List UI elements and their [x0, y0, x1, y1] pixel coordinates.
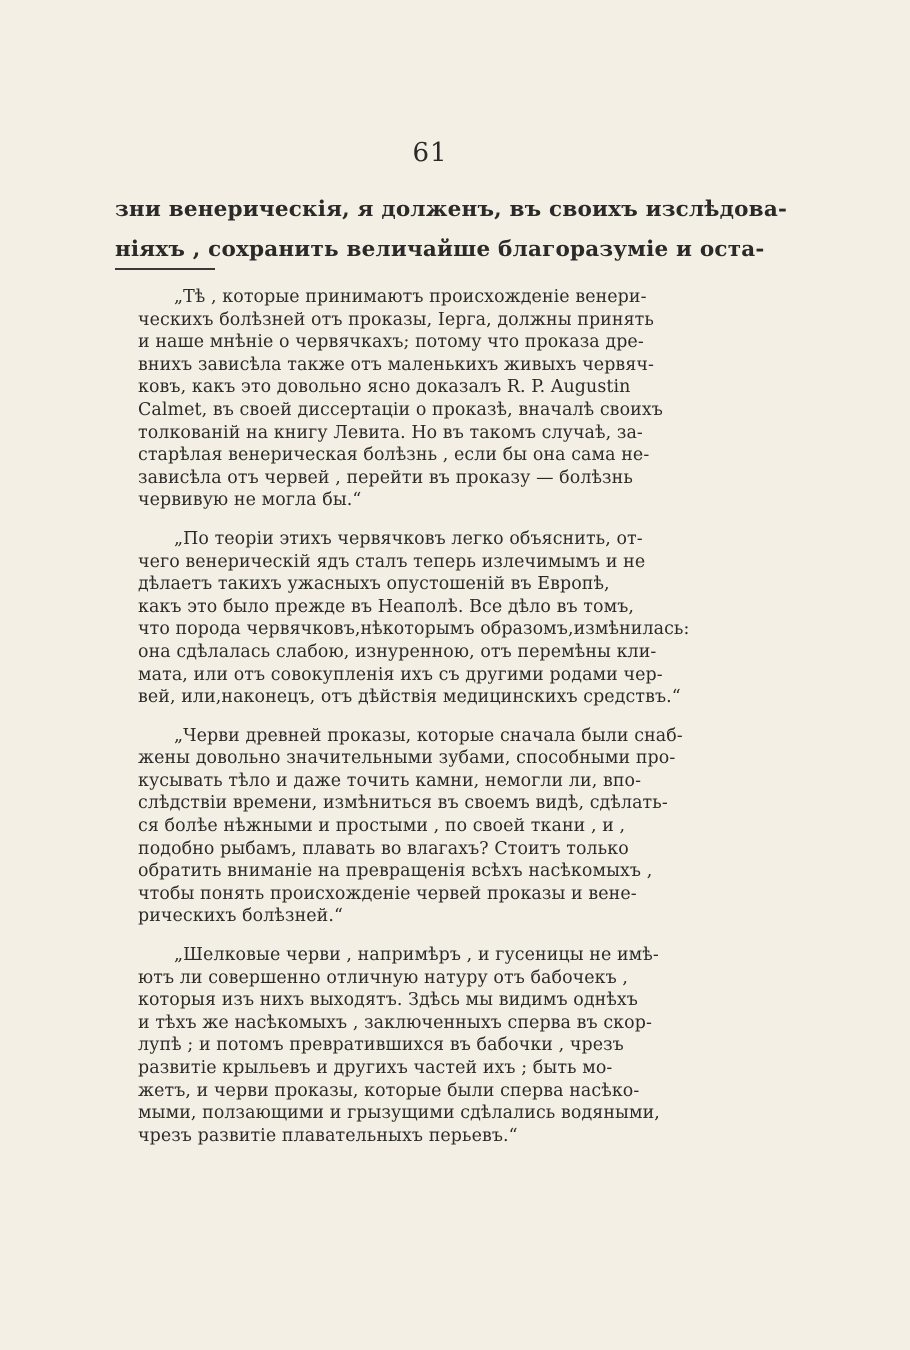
footnote-line: слѣдствіи времени, измѣниться въ своемъ видѣ, сдѣлать- [138, 793, 668, 814]
footnote-line: кусывать тѣло и даже точить камни, немогли ли, впо- [138, 770, 642, 791]
footnote-line: жетъ, и черви проказы, которые были сперва насѣко- [138, 1080, 640, 1101]
footnote-line: подобно рыбамъ, плавать во влагахъ? Стоитъ только [138, 838, 629, 859]
footnote-line: „Тѣ , которые принимаютъ происхожденіе венери- [174, 287, 647, 307]
footnote-line: зависѣла отъ червей , перейти въ проказу — болѣзнь [138, 467, 633, 488]
footnote-line: мыми, ползающими и грызущими сдѣлались водяными, [138, 1103, 660, 1124]
footnote-line: внихъ зависѣла также отъ маленькихъ живыхъ червяч- [138, 354, 654, 375]
footnote-line: жены довольно значительными зубами, способными про- [138, 748, 676, 769]
page-number: 61 [412, 138, 448, 168]
footnote-line: дѣлаетъ такихъ ужасныхъ опустошеній въ Европѣ, [138, 574, 610, 595]
footnote-line: и наше мнѣніе о червячкахъ; потому что проказа дре- [138, 332, 644, 353]
footnote-line: вей, или,наконецъ, отъ дѣйствія медицинскихъ средствъ.“ [138, 687, 681, 708]
footnote-line: и тѣхъ же насѣкомыхъ , заключенныхъ сперва въ скор- [138, 1012, 652, 1033]
footnote-line: развитіе крыльевъ и другихъ частей ихъ ; быть мо- [138, 1058, 613, 1078]
main-text-line: ніяхъ , сохранить величайше благоразуміе и оста- [115, 237, 765, 262]
footnote-paragraph [138, 944, 742, 1147]
footnote-line: чтобы понять происхожденіе червей проказы и вене- [138, 883, 637, 904]
footnote-line: толкованій на книгу Левита. Но въ такомъ случаѣ, за- [138, 422, 643, 443]
footnote-line: мата, или отъ совокупленія ихъ съ другими родами чер- [138, 664, 663, 685]
footnote-line: какъ это было прежде въ Неаполѣ. Все дѣло въ томъ, [138, 596, 634, 617]
main-text-line: зни венерическія, я долженъ, въ своихъ изслѣдова- [115, 197, 788, 222]
footnotes [138, 286, 742, 1163]
footnote-divider [115, 268, 215, 270]
footnote-line: обратить вниманіе на превращенія всѣхъ насѣкомыхъ , [138, 861, 653, 882]
footnote-paragraph [138, 725, 742, 928]
footnote-line: ческихъ болѣзней отъ проказы, Іерга, должны принять [138, 309, 654, 330]
footnote-line: старѣлая венерическая болѣзнь , если бы она сама не- [138, 445, 650, 466]
footnote-paragraph [138, 286, 742, 512]
footnote-line: „По теоріи этихъ червячковъ легко объяснить, от- [174, 528, 643, 549]
main-text [115, 190, 788, 270]
footnote-line: Calmet, въ своей диссертаціи о проказѣ, вначалѣ своихъ [138, 399, 663, 420]
footnote-line: „Шелковые черви , напримѣръ , и гусеницы не имѣ- [174, 945, 659, 966]
footnote-line: ковъ, какъ это довольно ясно доказалъ R. P. Augustin [138, 377, 631, 398]
footnote-line: лупѣ ; и потомъ превратившихся въ бабочки , чрезъ [138, 1035, 624, 1056]
footnote-line: которыя изъ нихъ выходятъ. Здѣсь мы видимъ однѣхъ [138, 990, 638, 1011]
footnote-line: червивую не могла бы.“ [138, 490, 362, 511]
footnote-line: чрезъ развитіе плавательныхъ перьевъ.“ [138, 1125, 518, 1146]
footnote-line: ся болѣе нѣжными и простыми , по своей ткани , и , [138, 816, 626, 837]
footnote-line: „Черви древней проказы, которые сначала были снаб- [174, 725, 683, 746]
footnote-line: рическихъ болѣзней.“ [138, 906, 343, 927]
footnote-line: что порода червячковъ,нѣкоторымъ образомъ,измѣнилась: [138, 619, 690, 640]
footnote-line: чего венерическій ядъ сталъ теперь излечимымъ и не [138, 551, 646, 572]
footnote-line: ютъ ли совершенно отличную натуру отъ бабочекъ , [138, 967, 629, 988]
footnote-paragraph [138, 528, 742, 709]
footnote-line: она сдѣлалась слабою, изнуренною, отъ перемѣны кли- [138, 641, 657, 662]
